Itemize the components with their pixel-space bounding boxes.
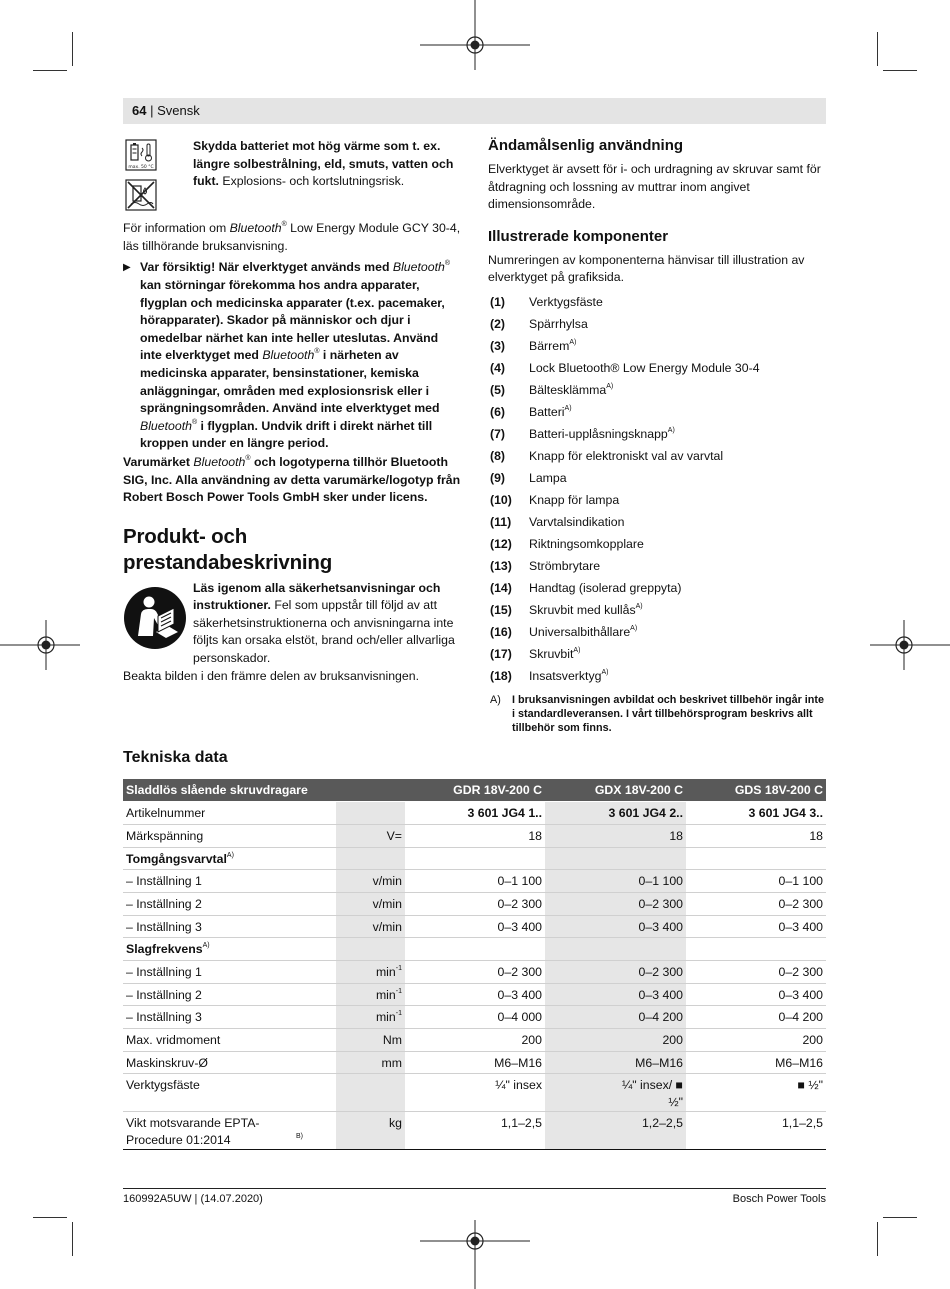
crop-mark [877, 32, 878, 66]
component-number: (6) [490, 404, 506, 419]
tech-row-value: 0–2 300 [405, 961, 545, 984]
crop-mark [72, 1222, 73, 1256]
tech-row-value: M6–M16 [405, 1051, 545, 1074]
tech-row-value: 0–3 400 [405, 983, 545, 1006]
component-number: (2) [490, 316, 506, 331]
tech-row-unit: mm [336, 1051, 405, 1074]
component-item [488, 489, 828, 511]
footer-doc-id: 160992A5UW | (14.07.2020) [123, 1193, 263, 1205]
tech-table-row [123, 1074, 826, 1112]
read-instructions [123, 580, 461, 668]
figure-note: Beakta bilden i den främre delen av bruksanvisningen. [123, 668, 419, 683]
component-label: Varvtalsindikation [529, 514, 625, 529]
intended-use-title: Ändamålsenlig användning [488, 137, 684, 154]
read-instructions-text: Läs igenom alla säkerhetsanvisningar och instruktioner. Fel som uppstår till följd av att säkerhetsinstruktionerna och anvisningarna inte följts kan orsaka elstöt, brand och/eller allvarliga personskador. [193, 580, 455, 666]
page-language: Svensk [157, 103, 200, 118]
component-label: Handtag (isolerad greppyta) [529, 580, 682, 595]
component-item [488, 357, 828, 379]
component-number: (14) [490, 580, 512, 595]
component-item [488, 291, 828, 313]
tech-row-label: Vikt motsvarande EPTA-Procedure 01:2014 $^{B)}$ [123, 1112, 336, 1150]
tech-row-label: Maskinskruv-Ø [123, 1051, 336, 1074]
component-number: (7) [490, 426, 506, 441]
component-number: (13) [490, 558, 512, 573]
registration-mark-icon [870, 620, 950, 670]
component-label: Skruvbit$^{A)}$ [529, 646, 581, 661]
tech-row-unit: Nm [336, 1029, 405, 1052]
crop-mark [883, 70, 917, 71]
tech-row-value: 0–2 300 [686, 892, 826, 915]
tech-table-row [123, 938, 826, 961]
tech-row-value [545, 847, 686, 870]
tech-row-unit: $\min^{-1}$ [336, 1006, 405, 1029]
tech-row-value: 0–3 400 [686, 915, 826, 938]
component-label: Knapp för elektroniskt val av varvtal [529, 448, 724, 463]
tech-row-value [405, 938, 545, 961]
components-intro: Numreringen av komponenterna hänvisar till illustration av elverktyget på grafiksida. [488, 252, 805, 285]
component-item [488, 643, 828, 665]
tech-row-value: 200 [686, 1029, 826, 1052]
tech-row-label: Artikelnummer [123, 802, 336, 825]
crop-mark [883, 1217, 917, 1218]
component-item [488, 379, 828, 401]
page-number: 64 [132, 103, 147, 118]
read-manual-icon [123, 586, 187, 650]
component-label: Knapp för lampa [529, 492, 620, 507]
registration-mark-icon [0, 620, 80, 670]
tech-table-row [123, 870, 826, 893]
heat-warning [123, 138, 461, 217]
bluetooth-info: För information om Bluetooth® Low Energy Module GCY 30-4, läs tillhörande bruksanvisning. [123, 221, 461, 253]
component-item [488, 599, 828, 621]
component-number: (9) [490, 470, 506, 485]
tech-table-row [123, 1112, 826, 1150]
tech-row-value: 1,1–2,5 [405, 1112, 545, 1150]
tech-table-row [123, 824, 826, 847]
components-footnote: A) I bruksanvisningen avbildat och beskrivet tillbehör ingår inte i standardleveransen. I vårt tillbehörsprogram beskrivs allt tillbehör som finns. [490, 693, 824, 734]
tech-row-unit: $\min^{-1}$ [336, 961, 405, 984]
tech-row-value: ■ ½" [686, 1074, 826, 1112]
component-number: (1) [490, 294, 506, 309]
crop-mark [877, 1222, 878, 1256]
component-number: (15) [490, 602, 512, 617]
crop-mark [72, 32, 73, 66]
tech-row-value: 200 [545, 1029, 686, 1052]
component-label: Lampa [529, 470, 567, 485]
tech-table-row [123, 983, 826, 1006]
tech-header-cell: GDX 18V-200 C [545, 779, 686, 802]
svg-text:max. 50 °C: max. 50 °C [128, 165, 154, 170]
registration-mark-icon [420, 0, 530, 70]
tech-row-value: ¼" insex [405, 1074, 545, 1112]
tech-row-label: Max. vridmoment [123, 1029, 336, 1052]
component-item [488, 533, 828, 555]
component-number: (17) [490, 646, 512, 661]
component-item [488, 621, 828, 643]
component-label: Batteri$^{A)}$ [529, 404, 572, 419]
battery-heat-icon [123, 138, 159, 172]
warning-icons [123, 138, 193, 217]
tech-table-row [123, 1051, 826, 1074]
tech-row-unit: v/min [336, 870, 405, 893]
tech-table-row [123, 1029, 826, 1052]
tech-row-label: Märkspänning [123, 824, 336, 847]
tech-row-value [686, 847, 826, 870]
tech-row-label: – Inställning 1 [123, 961, 336, 984]
component-label: Spärrhylsa [529, 316, 588, 331]
component-label: Riktningsomkopplare [529, 536, 644, 551]
component-number: (3) [490, 338, 506, 353]
tech-row-value: 18 [686, 824, 826, 847]
component-item [488, 335, 828, 357]
tech-row-value: 0–1 100 [405, 870, 545, 893]
components-title: Illustrerade komponenter [488, 227, 669, 245]
tech-table-row [123, 847, 826, 870]
section-title: Produkt- och prestandabeskrivning [123, 524, 333, 574]
tech-row-unit: $\min^{-1}$ [336, 983, 405, 1006]
component-label: Strömbrytare [529, 558, 601, 573]
tech-row-unit [336, 847, 405, 870]
tech-row-value: M6–M16 [545, 1051, 686, 1074]
page-header: 64 | Svensk [123, 98, 826, 124]
component-item [488, 577, 828, 599]
tech-row-value: 0–1 100 [545, 870, 686, 893]
tech-row-value: 1,2–2,5 [545, 1112, 686, 1150]
tech-row-value: 0–2 300 [405, 892, 545, 915]
tech-header-cell: Sladdlös slående skruvdragare [123, 779, 336, 802]
component-item [488, 555, 828, 577]
tech-row-value: 18 [405, 824, 545, 847]
tech-table-row [123, 892, 826, 915]
crop-mark [33, 1217, 67, 1218]
tech-row-value: 0–3 400 [545, 983, 686, 1006]
bluetooth-caution: ▶ Var försiktig! När elverktyget används med Bluetooth® kan störningar förekomma hos andra apparater, flygplan och medicinska apparater (t.ex. pacemaker, hörapparater). Skador på människor och djur i omedelbar närhet kan inte heller uteslutas. Använd inte elverktyget med Bluetooth® i närheten av medicinska apparater, bensinstationer, kemiska anläggningar, områden med explosionsrisk eller i sprängningsområden. Använd inte elverktyget med Bluetooth® i flygplan. Undvik drift i direkt närhet till kroppen under en längre period. [123, 259, 461, 453]
tech-header-cell: GDS 18V-200 C [686, 779, 826, 802]
component-number: (11) [490, 514, 512, 529]
component-item [488, 665, 828, 687]
tech-table-row [123, 961, 826, 984]
read-manual-icon-wrap [123, 580, 193, 656]
tech-row-value: 3 601 JG4 1.. [405, 802, 545, 825]
crop-mark [33, 70, 67, 71]
tech-row-value: 0–4 000 [405, 1006, 545, 1029]
tech-row-value: 0–3 400 [686, 983, 826, 1006]
footer-brand: Bosch Power Tools [732, 1193, 826, 1205]
tech-row-value: 18 [545, 824, 686, 847]
component-item [488, 467, 828, 489]
component-number: (10) [490, 492, 512, 507]
components-list [488, 291, 828, 687]
tech-table-header [123, 779, 826, 802]
tech-table-row [123, 802, 826, 825]
component-number: (5) [490, 382, 506, 397]
component-number: (12) [490, 536, 512, 551]
tech-row-value: 3 601 JG4 3.. [686, 802, 826, 825]
left-column [123, 138, 461, 685]
tech-row-unit [336, 938, 405, 961]
tech-table-row [123, 915, 826, 938]
tech-data-table [123, 779, 826, 1150]
component-item [488, 401, 828, 423]
tech-row-label: – Inställning 3 [123, 1006, 336, 1029]
component-label: Insatsverktyg$^{A)}$ [529, 668, 609, 683]
tech-row-value: M6–M16 [686, 1051, 826, 1074]
tech-table-row [123, 1006, 826, 1029]
tech-data-title: Tekniska data [123, 749, 228, 766]
tech-row-unit [336, 1074, 405, 1112]
component-label: Bärrem$^{A)}$ [529, 338, 577, 353]
footer-rule [123, 1188, 826, 1189]
component-number: (8) [490, 448, 506, 463]
tech-row-value: 0–4 200 [686, 1006, 826, 1029]
tech-row-value: 0–2 300 [686, 961, 826, 984]
component-item [488, 511, 828, 533]
tech-row-value: ¼" insex/ ■ ½" [545, 1074, 686, 1112]
component-number: (4) [490, 360, 506, 375]
intended-use-text: Elverktyget är avsett för i- och urdragning av skruvar samt för åtdragning och lossning av muttrar inom angivet dimensionsområde. [488, 162, 821, 212]
component-label: Bältesklämma$^{A)}$ [529, 382, 614, 397]
heat-warning-text: Skydda batteriet mot hög värme som t. ex. längre solbestrålning, eld, smuts, vatten och fukt. Explosions- och kortslutningsrisk. [193, 139, 454, 189]
bullet-triangle-icon: ▶ [123, 262, 131, 274]
tech-row-value: 0–2 300 [545, 961, 686, 984]
tech-row-unit: V= [336, 824, 405, 847]
tech-row-unit [336, 802, 405, 825]
component-number: (18) [490, 668, 512, 683]
tech-row-value: 200 [405, 1029, 545, 1052]
component-item [488, 445, 828, 467]
tech-header-cell [336, 779, 405, 802]
component-item [488, 423, 828, 445]
tech-row-label: Slagfrekvens$^{A)}$ [123, 938, 336, 961]
tech-row-unit: v/min [336, 915, 405, 938]
no-water-icon [123, 178, 159, 212]
component-number: (16) [490, 624, 512, 639]
tech-row-label: – Inställning 1 [123, 870, 336, 893]
component-label: Batteri-upplåsningsknapp$^{A)}$ [529, 426, 675, 441]
component-label: Verktygsfäste [529, 294, 603, 309]
tech-row-value: 1,1–2,5 [686, 1112, 826, 1150]
right-column [488, 136, 828, 735]
component-label: Universalbithållare$^{A)}$ [529, 624, 638, 639]
tech-row-label: Tomgångsvarvtal$^{A)}$ [123, 847, 336, 870]
registration-mark-icon [420, 1220, 530, 1289]
tech-row-value: 0–2 300 [545, 892, 686, 915]
tech-row-label: – Inställning 3 [123, 915, 336, 938]
tech-row-label: Verktygsfäste [123, 1074, 336, 1112]
tech-row-value: 3 601 JG4 2.. [545, 802, 686, 825]
tech-row-value: 0–1 100 [686, 870, 826, 893]
tech-row-value [686, 938, 826, 961]
component-label: Lock Bluetooth® Low Energy Module 30-4 [529, 360, 760, 375]
tech-row-label: – Inställning 2 [123, 892, 336, 915]
tech-row-value: 0–4 200 [545, 1006, 686, 1029]
component-item [488, 313, 828, 335]
tech-row-value [545, 938, 686, 961]
tech-header-cell: GDR 18V-200 C [405, 779, 545, 802]
tech-row-unit: kg [336, 1112, 405, 1150]
component-label: Skruvbit med kullås$^{A)}$ [529, 602, 643, 617]
tech-row-label: – Inställning 2 [123, 983, 336, 1006]
trademark-notice: Varumärket Bluetooth® och logotyperna tillhör Bluetooth SIG, Inc. Alla användning av detta varumärke/logotyp från Robert Bosch Power Tools GmbH sker under licens. [123, 454, 461, 505]
tech-row-unit: v/min [336, 892, 405, 915]
tech-row-value: 0–3 400 [405, 915, 545, 938]
tech-row-value [405, 847, 545, 870]
tech-row-value: 0–3 400 [545, 915, 686, 938]
